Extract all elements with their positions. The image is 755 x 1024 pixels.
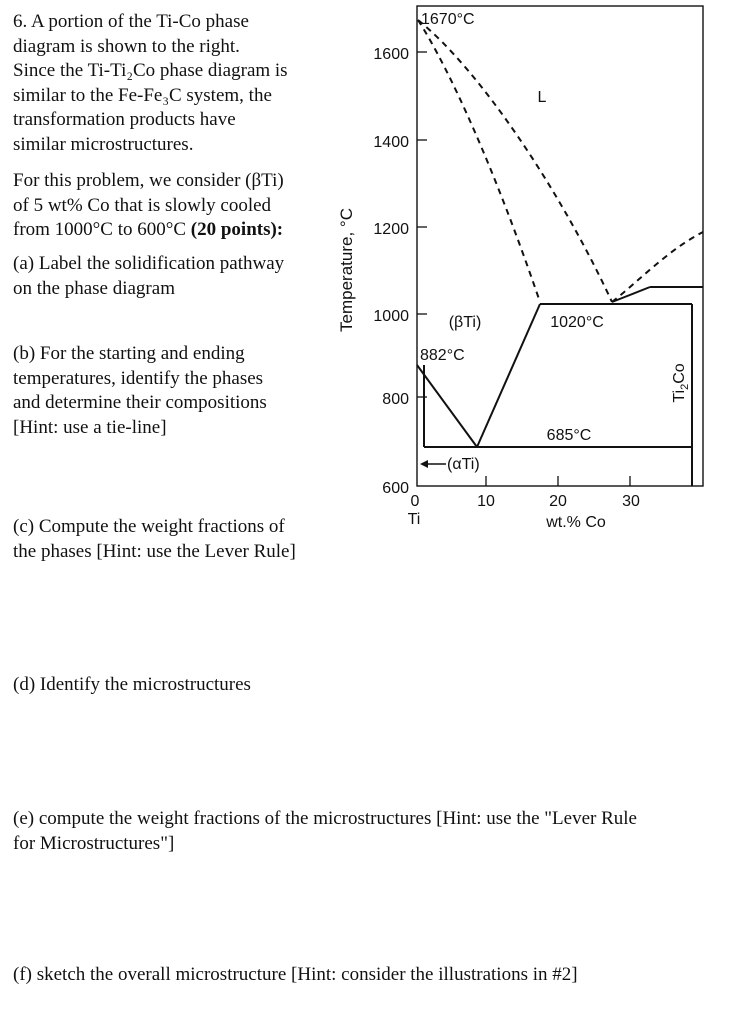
x-axis-label: wt.% Co xyxy=(546,514,606,531)
eutectoid-temp-label: 685°C xyxy=(546,427,592,444)
x-tick-label-0: 0 xyxy=(410,493,420,510)
x-sub-label-ti: Ti xyxy=(407,511,421,528)
y-tick-label-1400: 1400 xyxy=(373,134,409,151)
plot-frame xyxy=(417,6,703,486)
part-b: (b) For the starting and ending temperatures, identify the phases and determine their compositions [Hint: use a tie-line] xyxy=(13,343,267,438)
y-tick-label-600: 600 xyxy=(382,480,409,497)
solidus-curve xyxy=(418,20,540,302)
y-tick-label-1000: 1000 xyxy=(373,308,409,325)
y-tick-label-800: 800 xyxy=(382,391,409,408)
ti2co-label: $Ti_2Co$ xyxy=(671,363,691,403)
liquid-label: L xyxy=(537,89,547,106)
beta-solvus xyxy=(477,304,540,447)
liquidus-curve-right xyxy=(612,232,703,302)
problem-setup-text: For this problem, we consider (βTi) of 5 wt% Co that is slowly cooled from 1000°C to 600°C xyxy=(13,170,284,240)
part-d: (d) Identify the microstructures xyxy=(13,674,251,695)
problem-intro: 6. A portion of the Ti-Co phase diagram is shown to the right. Since the Ti-Ti₂Co phase diagram is similar to the Fe-Fe₃C system, the transformation products have similar microstructures. xyxy=(13,11,288,155)
eutectic-temp-label: 1020°C xyxy=(550,314,604,331)
beta-ti-label: (βTi) xyxy=(448,314,482,331)
problem-points: (20 points): xyxy=(190,219,284,240)
compound-liquidus xyxy=(612,287,650,302)
y-tick-label-1600: 1600 xyxy=(373,46,409,63)
part-f: (f) sketch the overall microstructure [Hint: consider the illustrations in #2] xyxy=(13,964,578,985)
beta-transus xyxy=(417,365,477,447)
transus-temp-label: 882°C xyxy=(420,347,465,364)
part-e: (e) compute the weight fractions of the microstructures [Hint: use the "Lever Rule for Microstructures"] xyxy=(13,808,637,854)
alpha-ti-label: (αTi) xyxy=(447,456,480,473)
x-tick-label-10: 10 xyxy=(477,493,495,510)
y-axis-ticks xyxy=(417,52,427,397)
melting-point-label: 1670°C xyxy=(421,11,475,28)
part-a: (a) Label the solidification pathway on the phase diagram xyxy=(13,253,285,299)
y-axis-label: Temperature, °C xyxy=(337,208,356,332)
x-tick-label-30: 30 xyxy=(622,493,640,510)
dashed-curves xyxy=(418,20,703,302)
alpha-pointer xyxy=(420,460,446,468)
x-axis-ticks xyxy=(486,476,630,486)
liquidus-curve-left xyxy=(418,20,612,302)
x-tick-label-20: 20 xyxy=(549,493,567,510)
part-c: (c) Compute the weight fractions of the phases [Hint: use the Lever Rule] xyxy=(13,516,296,562)
y-tick-label-1200: 1200 xyxy=(373,221,409,238)
